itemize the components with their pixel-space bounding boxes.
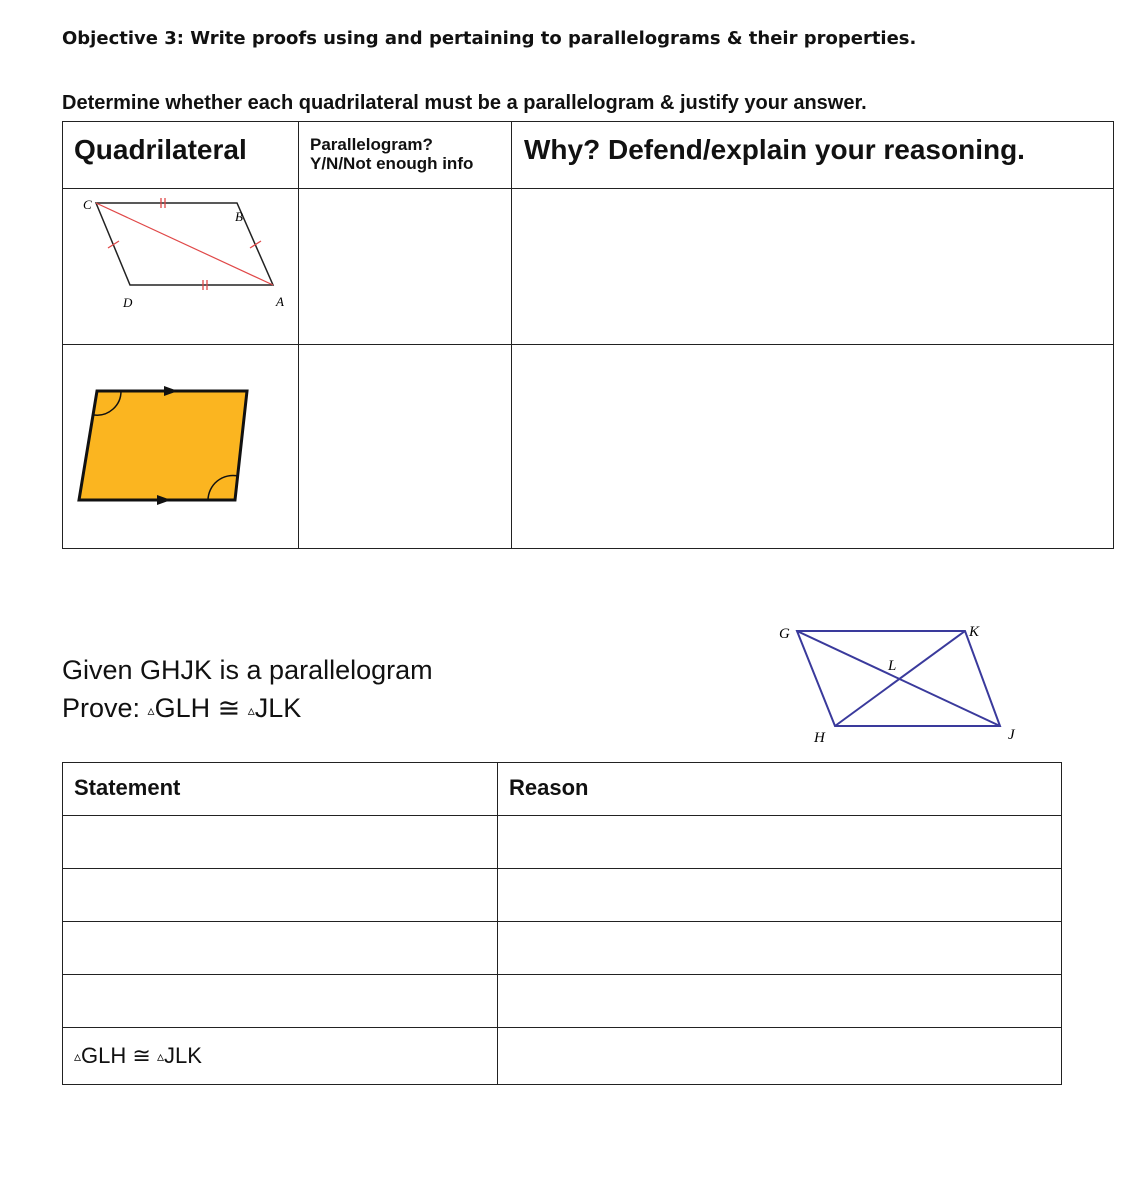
answer-cell-2[interactable]	[299, 345, 512, 549]
triangle-symbol: ▵	[147, 702, 155, 718]
proof-row	[63, 869, 1062, 922]
quadrilateral-table	[62, 121, 1114, 549]
yellow-quad-shape	[79, 391, 247, 500]
quad-row-1	[63, 189, 1114, 345]
statement-cell[interactable]	[63, 869, 498, 922]
prove-right: JLK	[254, 693, 302, 723]
prove-statement	[62, 689, 433, 731]
proof-row-final	[63, 1028, 1062, 1085]
vertex-label-c: C	[83, 197, 92, 212]
final-reason-cell[interactable]	[498, 1028, 1062, 1085]
congruent-symbol: ≅	[210, 693, 248, 723]
prove-left: GLH	[154, 693, 211, 723]
reason-cell[interactable]	[498, 816, 1062, 869]
reason-cell[interactable]	[498, 869, 1062, 922]
quad-table-header	[63, 122, 1114, 189]
figure-cell-2	[63, 345, 299, 549]
vertex-label-a: A	[276, 294, 284, 309]
reason-cell-1[interactable]	[512, 189, 1114, 345]
parallelogram-ghjk-figure	[770, 618, 1030, 748]
statement-cell[interactable]	[63, 816, 498, 869]
vertex-label-l: L	[888, 658, 897, 674]
diagonal-ca	[96, 203, 273, 285]
reason-cell[interactable]	[498, 922, 1062, 975]
statement-cell[interactable]	[63, 922, 498, 975]
proof-table-header	[63, 763, 1062, 816]
vertex-label-h: H	[814, 730, 825, 746]
header-parallelogram	[299, 122, 512, 189]
yellow-quadrilateral-figure	[63, 345, 299, 548]
given-statement: Given GHJK is a parallelogram	[62, 655, 433, 685]
final-statement-right: JLK	[163, 1043, 202, 1068]
proof-row	[63, 975, 1062, 1028]
triangle-symbol: ▵	[247, 702, 255, 718]
header-quadrilateral: Quadrilateral	[63, 122, 299, 189]
final-statement-left: GLH	[81, 1043, 127, 1068]
diagonal-hk	[835, 631, 965, 726]
triangle-symbol: ▵	[156, 1048, 164, 1064]
final-statement-cell[interactable]	[63, 1028, 498, 1085]
vertex-label-g: G	[779, 626, 790, 642]
given-prove-block	[62, 651, 433, 731]
vertex-label-k: K	[969, 624, 980, 640]
objective-title: Objective 3: Write proofs using and pertaining to parallelograms & their properties.	[62, 28, 917, 49]
statement-cell[interactable]	[63, 975, 498, 1028]
vertex-label-d: D	[123, 295, 133, 310]
parallelogram-cbda-figure	[63, 189, 299, 344]
proof-row	[63, 922, 1062, 975]
prove-prefix: Prove:	[62, 693, 148, 723]
reason-cell-2[interactable]	[512, 345, 1114, 549]
instructions: Determine whether each quadrilateral must be a parallelogram & justify your answer.	[62, 92, 867, 114]
header-statement: Statement	[63, 763, 498, 816]
triangle-symbol: ▵	[74, 1048, 82, 1064]
vertex-label-j: J	[1008, 727, 1015, 743]
reason-cell[interactable]	[498, 975, 1062, 1028]
header-parallelogram-line1: Parallelogram?	[310, 135, 433, 154]
vertex-label-b: B	[235, 209, 243, 224]
header-reason: Reason	[498, 763, 1062, 816]
proof-row	[63, 816, 1062, 869]
final-congruent-symbol: ≅	[126, 1043, 157, 1068]
answer-cell-1[interactable]	[299, 189, 512, 345]
proof-table	[62, 762, 1062, 1085]
header-why: Why? Defend/explain your reasoning.	[512, 122, 1114, 189]
quad-row-2	[63, 345, 1114, 549]
figure-cell-1	[63, 189, 299, 345]
header-parallelogram-line2: Y/N/Not enough info	[310, 154, 474, 173]
